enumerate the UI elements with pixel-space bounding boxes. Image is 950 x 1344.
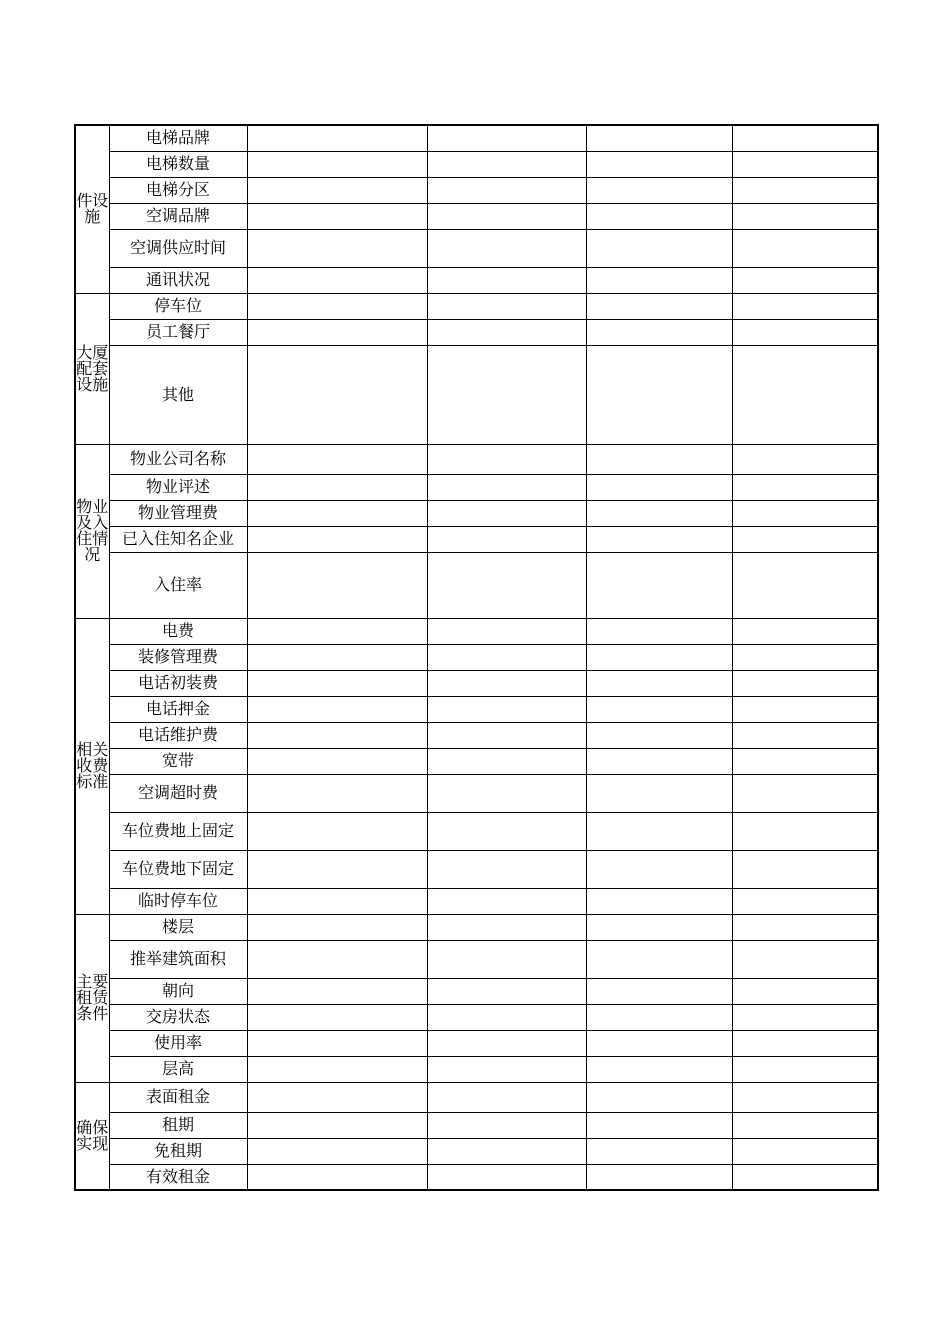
value-cell[interactable]	[427, 267, 586, 293]
value-cell[interactable]	[586, 696, 732, 722]
value-cell[interactable]	[732, 1164, 878, 1190]
value-cell[interactable]	[732, 319, 878, 345]
value-cell[interactable]	[247, 319, 427, 345]
value-cell[interactable]	[732, 850, 878, 888]
table-row	[75, 670, 878, 696]
table-row	[75, 552, 878, 618]
row-label: 通讯状况	[109, 267, 247, 293]
row-label: 交房状态	[109, 1004, 247, 1030]
value-cell[interactable]	[586, 850, 732, 888]
row-label: 楼层	[109, 914, 247, 940]
table-row	[75, 978, 878, 1004]
value-cell[interactable]	[427, 1030, 586, 1056]
value-cell[interactable]	[732, 125, 878, 151]
value-cell[interactable]	[427, 940, 586, 978]
value-cell[interactable]	[247, 978, 427, 1004]
value-cell[interactable]	[427, 151, 586, 177]
section-title: 主要租赁条件	[75, 914, 109, 1082]
value-cell[interactable]	[427, 319, 586, 345]
value-cell[interactable]	[247, 812, 427, 850]
row-label: 车位费地下固定	[109, 850, 247, 888]
value-cell[interactable]	[732, 444, 878, 474]
value-cell[interactable]	[427, 444, 586, 474]
value-cell[interactable]	[586, 444, 732, 474]
row-label: 物业管理费	[109, 500, 247, 526]
value-cell[interactable]	[586, 644, 732, 670]
value-cell[interactable]	[586, 670, 732, 696]
value-cell[interactable]	[732, 774, 878, 812]
value-cell[interactable]	[427, 125, 586, 151]
table-row	[75, 812, 878, 850]
value-cell[interactable]	[427, 552, 586, 618]
value-cell[interactable]	[247, 444, 427, 474]
value-cell[interactable]	[732, 696, 878, 722]
section-title: 相关收费标准	[75, 618, 109, 914]
table-row	[75, 722, 878, 748]
value-cell[interactable]	[732, 978, 878, 1004]
table-row	[75, 293, 878, 319]
value-cell[interactable]	[247, 722, 427, 748]
value-cell[interactable]	[427, 293, 586, 319]
table-row	[75, 526, 878, 552]
value-cell[interactable]	[586, 940, 732, 978]
value-cell[interactable]	[247, 177, 427, 203]
value-cell[interactable]	[732, 812, 878, 850]
value-cell[interactable]	[427, 914, 586, 940]
row-label: 装修管理费	[109, 644, 247, 670]
value-cell[interactable]	[586, 888, 732, 914]
value-cell[interactable]	[247, 125, 427, 151]
value-cell[interactable]	[427, 500, 586, 526]
value-cell[interactable]	[586, 293, 732, 319]
value-cell[interactable]	[427, 644, 586, 670]
row-label: 电话押金	[109, 696, 247, 722]
value-cell[interactable]	[732, 1004, 878, 1030]
value-cell[interactable]	[247, 203, 427, 229]
value-cell[interactable]	[732, 748, 878, 774]
value-cell[interactable]	[586, 500, 732, 526]
value-cell[interactable]	[732, 177, 878, 203]
value-cell[interactable]	[732, 940, 878, 978]
value-cell[interactable]	[732, 474, 878, 500]
value-cell[interactable]	[586, 618, 732, 644]
table-row	[75, 618, 878, 644]
row-label: 空调超时费	[109, 774, 247, 812]
value-cell[interactable]	[732, 1082, 878, 1112]
value-cell[interactable]	[247, 293, 427, 319]
value-cell[interactable]	[427, 203, 586, 229]
table-row	[75, 1112, 878, 1138]
value-cell[interactable]	[247, 670, 427, 696]
value-cell[interactable]	[586, 812, 732, 850]
value-cell[interactable]	[732, 722, 878, 748]
value-cell[interactable]	[732, 670, 878, 696]
row-label: 入住率	[109, 552, 247, 618]
value-cell[interactable]	[427, 474, 586, 500]
section-title: 大厦配套设施	[75, 293, 109, 444]
table-row	[75, 748, 878, 774]
table-row	[75, 696, 878, 722]
value-cell[interactable]	[732, 914, 878, 940]
row-label: 宽带	[109, 748, 247, 774]
value-cell[interactable]	[247, 267, 427, 293]
value-cell[interactable]	[247, 1112, 427, 1138]
row-label: 停车位	[109, 293, 247, 319]
value-cell[interactable]	[247, 696, 427, 722]
value-cell[interactable]	[427, 812, 586, 850]
value-cell[interactable]	[586, 914, 732, 940]
value-cell[interactable]	[586, 722, 732, 748]
row-label: 车位费地上固定	[109, 812, 247, 850]
row-label: 租期	[109, 1112, 247, 1138]
value-cell[interactable]	[247, 526, 427, 552]
table-row	[75, 444, 878, 474]
value-cell[interactable]	[427, 526, 586, 552]
table-row	[75, 940, 878, 978]
value-cell[interactable]	[586, 774, 732, 812]
value-cell[interactable]	[586, 748, 732, 774]
table-row	[75, 267, 878, 293]
value-cell[interactable]	[247, 748, 427, 774]
table-row	[75, 151, 878, 177]
value-cell[interactable]	[247, 1030, 427, 1056]
row-label: 电话维护费	[109, 722, 247, 748]
value-cell[interactable]	[427, 1164, 586, 1190]
value-cell[interactable]	[427, 1138, 586, 1164]
table-row	[75, 1056, 878, 1082]
table-row	[75, 319, 878, 345]
value-cell[interactable]	[586, 1030, 732, 1056]
value-cell[interactable]	[247, 914, 427, 940]
section-title: 确保实现	[75, 1082, 109, 1190]
value-cell[interactable]	[427, 618, 586, 644]
value-cell[interactable]	[586, 125, 732, 151]
value-cell[interactable]	[732, 229, 878, 267]
value-cell[interactable]	[427, 670, 586, 696]
value-cell[interactable]	[732, 1138, 878, 1164]
row-label: 临时停车位	[109, 888, 247, 914]
row-label: 物业评述	[109, 474, 247, 500]
value-cell[interactable]	[732, 500, 878, 526]
value-cell[interactable]	[732, 618, 878, 644]
value-cell[interactable]	[427, 850, 586, 888]
value-cell[interactable]	[586, 229, 732, 267]
value-cell[interactable]	[247, 1082, 427, 1112]
table-row	[75, 125, 878, 151]
row-label: 推举建筑面积	[109, 940, 247, 978]
value-cell[interactable]	[732, 552, 878, 618]
value-cell[interactable]	[247, 345, 427, 444]
value-cell[interactable]	[427, 1112, 586, 1138]
value-cell[interactable]	[586, 474, 732, 500]
value-cell[interactable]	[586, 267, 732, 293]
value-cell[interactable]	[732, 151, 878, 177]
row-label: 朝向	[109, 978, 247, 1004]
value-cell[interactable]	[247, 552, 427, 618]
value-cell[interactable]	[586, 177, 732, 203]
table-row	[75, 1082, 878, 1112]
value-cell[interactable]	[586, 203, 732, 229]
value-cell[interactable]	[247, 474, 427, 500]
row-label: 空调供应时间	[109, 229, 247, 267]
value-cell[interactable]	[247, 1056, 427, 1082]
table-row	[75, 203, 878, 229]
value-cell[interactable]	[732, 345, 878, 444]
value-cell[interactable]	[247, 1138, 427, 1164]
row-label: 已入住知名企业	[109, 526, 247, 552]
value-cell[interactable]	[427, 774, 586, 812]
value-cell[interactable]	[732, 1030, 878, 1056]
value-cell[interactable]	[586, 319, 732, 345]
table-row	[75, 500, 878, 526]
value-cell[interactable]	[732, 1112, 878, 1138]
value-cell[interactable]	[427, 888, 586, 914]
row-label: 电费	[109, 618, 247, 644]
row-label: 物业公司名称	[109, 444, 247, 474]
table-row	[75, 177, 878, 203]
value-cell[interactable]	[586, 345, 732, 444]
value-cell[interactable]	[427, 1004, 586, 1030]
value-cell[interactable]	[427, 1056, 586, 1082]
row-label: 电话初装费	[109, 670, 247, 696]
value-cell[interactable]	[586, 552, 732, 618]
value-cell[interactable]	[732, 888, 878, 914]
value-cell[interactable]	[247, 1004, 427, 1030]
value-cell[interactable]	[247, 774, 427, 812]
table-row	[75, 1164, 878, 1190]
table-row	[75, 644, 878, 670]
table-row	[75, 774, 878, 812]
value-cell[interactable]	[427, 722, 586, 748]
value-cell[interactable]	[732, 1056, 878, 1082]
table-row	[75, 229, 878, 267]
value-cell[interactable]	[427, 748, 586, 774]
value-cell[interactable]	[586, 1056, 732, 1082]
table-row	[75, 1004, 878, 1030]
value-cell[interactable]	[247, 229, 427, 267]
row-label: 使用率	[109, 1030, 247, 1056]
value-cell[interactable]	[247, 850, 427, 888]
value-cell[interactable]	[247, 500, 427, 526]
row-label: 表面租金	[109, 1082, 247, 1112]
value-cell[interactable]	[427, 696, 586, 722]
row-label: 电梯品牌	[109, 125, 247, 151]
value-cell[interactable]	[247, 888, 427, 914]
value-cell[interactable]	[586, 1004, 732, 1030]
value-cell[interactable]	[427, 177, 586, 203]
table-row	[75, 345, 878, 444]
table-row	[75, 1030, 878, 1056]
value-cell[interactable]	[427, 1082, 586, 1112]
value-cell[interactable]	[732, 644, 878, 670]
row-label: 层高	[109, 1056, 247, 1082]
section-title: 物业及入住情况	[75, 444, 109, 618]
row-label: 其他	[109, 345, 247, 444]
value-cell[interactable]	[586, 151, 732, 177]
value-cell[interactable]	[247, 618, 427, 644]
value-cell[interactable]	[586, 1112, 732, 1138]
value-cell[interactable]	[732, 293, 878, 319]
value-cell[interactable]	[586, 526, 732, 552]
value-cell[interactable]	[247, 644, 427, 670]
value-cell[interactable]	[247, 151, 427, 177]
table-row	[75, 888, 878, 914]
row-label: 电梯分区	[109, 177, 247, 203]
row-label: 有效租金	[109, 1164, 247, 1190]
table-row	[75, 1138, 878, 1164]
property-info-table	[74, 124, 879, 1191]
value-cell[interactable]	[427, 229, 586, 267]
table-row	[75, 914, 878, 940]
row-label: 空调品牌	[109, 203, 247, 229]
value-cell[interactable]	[586, 1138, 732, 1164]
value-cell[interactable]	[247, 1164, 427, 1190]
section-title: 件设施	[75, 125, 109, 293]
value-cell[interactable]	[586, 978, 732, 1004]
value-cell[interactable]	[427, 978, 586, 1004]
row-label: 免租期	[109, 1138, 247, 1164]
value-cell[interactable]	[586, 1082, 732, 1112]
value-cell[interactable]	[247, 940, 427, 978]
value-cell[interactable]	[732, 526, 878, 552]
value-cell[interactable]	[586, 1164, 732, 1190]
table-row	[75, 474, 878, 500]
value-cell[interactable]	[732, 203, 878, 229]
value-cell[interactable]	[732, 267, 878, 293]
row-label: 电梯数量	[109, 151, 247, 177]
table-row	[75, 850, 878, 888]
row-label: 员工餐厅	[109, 319, 247, 345]
value-cell[interactable]	[427, 345, 586, 444]
